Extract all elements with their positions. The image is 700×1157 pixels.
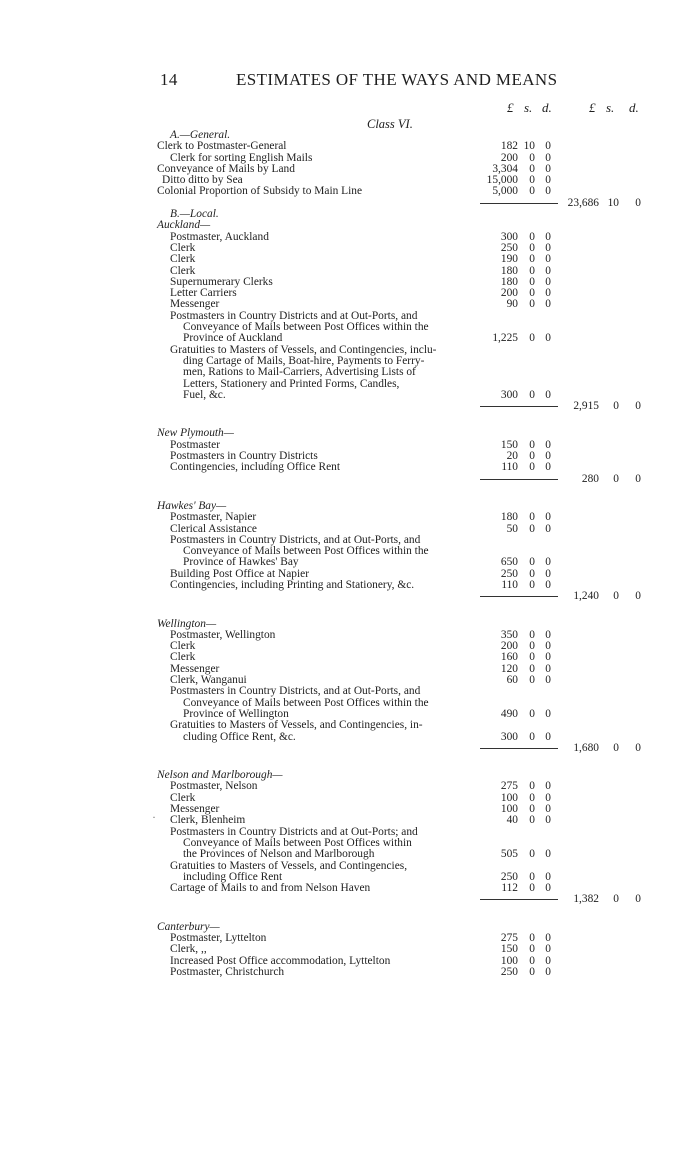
line-label: Clerk — [170, 640, 196, 653]
amount-pence: 0 — [545, 578, 551, 591]
amount-pounds: 110 — [501, 578, 518, 591]
table-row — [0, 153, 700, 164]
table-row — [0, 243, 700, 254]
amount-pence: 0 — [545, 253, 551, 266]
amount-pence: 0 — [545, 162, 551, 175]
amount-pence: 0 — [545, 388, 551, 401]
amount-shillings: 0 — [529, 450, 535, 463]
total-pounds: 280 — [581, 472, 599, 485]
line-label: Contingencies, including Printing and Stationery, &c. — [170, 578, 415, 591]
amount-pence: 0 — [545, 954, 551, 967]
table-row — [0, 428, 700, 439]
amount-shillings: 0 — [529, 332, 535, 345]
col-pence-right: d. — [629, 100, 639, 115]
amount-pence: 0 — [545, 943, 551, 956]
amount-shillings: 0 — [529, 965, 535, 978]
subtotal-row — [0, 401, 700, 412]
amount-pounds: 1,225 — [492, 332, 518, 345]
amount-pounds: 200 — [500, 287, 518, 300]
amount-shillings: 0 — [529, 662, 535, 675]
table-row — [0, 288, 700, 299]
amount-pounds: 180 — [500, 275, 518, 288]
line-label: Gratuities to Masters of Vessels, and Contingencies, in- — [170, 719, 423, 732]
amount-pounds: 60 — [506, 674, 518, 687]
line-label: Clerk to Postmaster-General — [157, 140, 287, 153]
line-label: ding Cartage of Mails, Boat-hire, Payments to Ferry- — [183, 354, 425, 367]
amount-shillings: 0 — [529, 651, 535, 664]
line-label: Building Post Office at Napier — [170, 567, 309, 580]
amount-pence: 0 — [545, 450, 551, 463]
amount-pence: 0 — [545, 461, 551, 474]
line-label: Postmasters in Country Districts, and at Out-Ports, and — [170, 533, 421, 546]
amount-pounds: 180 — [500, 511, 518, 524]
total-pence: 0 — [635, 196, 641, 209]
amount-shillings: 0 — [529, 707, 535, 720]
amount-shillings: 0 — [529, 162, 535, 175]
line-label: B.—Local. — [170, 208, 219, 221]
amount-pence: 0 — [545, 522, 551, 535]
amount-shillings: 0 — [529, 870, 535, 883]
line-label: Postmaster, Wellington — [170, 628, 276, 641]
amount-pence: 0 — [545, 882, 551, 895]
spacer-row — [0, 603, 700, 619]
amount-pounds: 20 — [506, 450, 518, 463]
line-label: Conveyance of Mails between Post Offices within the — [183, 696, 429, 709]
amount-pence: 0 — [545, 870, 551, 883]
amount-pence: 0 — [545, 275, 551, 288]
table-row — [0, 462, 700, 473]
line-label: New Plymouth— — [157, 427, 234, 440]
amount-shillings: 0 — [529, 151, 535, 164]
line-label: Canterbury— — [157, 920, 220, 933]
amount-shillings: 0 — [529, 567, 535, 580]
line-label: Contingencies, including Office Rent — [170, 461, 340, 474]
line-label: Supernumerary Clerks — [170, 275, 273, 288]
total-shillings: 0 — [613, 400, 619, 413]
amount-shillings: 0 — [529, 628, 535, 641]
amount-shillings: 0 — [529, 791, 535, 804]
amount-pence: 0 — [545, 640, 551, 653]
amount-shillings: 0 — [529, 954, 535, 967]
amount-shillings: 0 — [529, 674, 535, 687]
spacer-row — [0, 485, 700, 501]
line-label: Clerk — [170, 651, 196, 664]
amount-pounds: 300 — [500, 730, 518, 743]
amount-pounds: 150 — [500, 438, 518, 451]
amount-pounds: 50 — [506, 522, 518, 535]
line-label: Clerical Assistance — [170, 522, 257, 535]
table-row — [0, 630, 700, 641]
amount-pence: 0 — [545, 674, 551, 687]
table-row — [0, 379, 700, 390]
amount-pence: 0 — [545, 151, 551, 164]
amount-pounds: 250 — [500, 965, 518, 978]
amount-shillings: 0 — [529, 556, 535, 569]
table-row — [0, 333, 700, 344]
table-row — [0, 220, 700, 231]
col-pounds-right: £ — [589, 100, 596, 115]
table-row — [0, 141, 700, 152]
line-label: Colonial Proportion of Subsidy to Main Line — [157, 185, 363, 198]
amount-shillings: 0 — [529, 730, 535, 743]
table-row — [0, 322, 700, 333]
table-row — [0, 664, 700, 675]
total-shillings: 10 — [607, 196, 619, 209]
amount-pence: 0 — [545, 848, 551, 861]
amount-pounds: 275 — [500, 932, 518, 944]
table-row — [0, 967, 700, 978]
table-row — [0, 440, 700, 451]
amount-pence: 0 — [545, 556, 551, 569]
table-row — [0, 944, 700, 955]
total-pounds: 1,240 — [573, 590, 599, 603]
amount-shillings: 0 — [529, 932, 535, 944]
line-label: Gratuities to Masters of Vessels, and Contingencies, — [170, 859, 408, 872]
line-label: Postmaster, Napier — [170, 511, 257, 524]
line-label: Clerk — [170, 253, 196, 266]
line-label: Clerk for sorting English Mails — [170, 151, 313, 164]
line-label: Postmaster — [170, 438, 220, 451]
amount-pounds: 250 — [500, 567, 518, 580]
line-label: Clerk — [170, 264, 196, 277]
table-row — [0, 781, 700, 792]
table-row — [0, 254, 700, 265]
amount-shillings: 0 — [529, 511, 535, 524]
amount-pounds: 5,000 — [492, 185, 518, 198]
line-label: Letter Carriers — [170, 287, 237, 300]
amount-pence: 0 — [545, 230, 551, 243]
amount-pence: 0 — [545, 511, 551, 524]
amount-shillings: 0 — [529, 943, 535, 956]
sum-rule — [480, 203, 558, 204]
amount-pence: 0 — [545, 707, 551, 720]
amount-pounds: 250 — [500, 241, 518, 254]
amount-pence: 0 — [545, 662, 551, 675]
amount-shillings: 0 — [529, 388, 535, 401]
table-row — [0, 512, 700, 523]
line-label: Province of Hawkes' Bay — [183, 556, 299, 569]
line-label: Postmaster, Auckland — [170, 230, 269, 243]
total-shillings: 0 — [613, 472, 619, 485]
amount-pence: 0 — [545, 140, 551, 153]
amount-pence: 0 — [545, 730, 551, 743]
table-row — [0, 619, 700, 630]
class-heading: Class VI. — [367, 117, 413, 131]
amount-pence: 0 — [545, 185, 551, 198]
line-label: Gratuities to Masters of Vessels, and Contingencies, inclu- — [170, 343, 437, 356]
line-label: Conveyance of Mails by Land — [157, 162, 295, 175]
line-label: Postmaster, Christchurch — [170, 965, 285, 978]
amount-shillings: 0 — [529, 522, 535, 535]
table-row — [0, 770, 700, 781]
amount-pence: 0 — [545, 814, 551, 827]
table-row — [0, 557, 700, 568]
amount-pence: 0 — [545, 298, 551, 311]
line-label: Auckland— — [157, 219, 211, 232]
amount-shillings: 0 — [529, 174, 535, 187]
margin-mark: · — [152, 810, 156, 824]
amount-pounds: 3,304 — [492, 162, 518, 175]
line-label: Hawkes' Bay— — [157, 499, 227, 512]
amount-shillings: 0 — [529, 640, 535, 653]
table-row — [0, 451, 700, 462]
amount-pence: 0 — [545, 287, 551, 300]
table-row — [0, 232, 700, 243]
col-shillings-left: s. — [524, 100, 533, 115]
amount-pence: 0 — [545, 932, 551, 944]
line-label: Messenger — [170, 803, 220, 816]
line-label: Cartage of Mails to and from Nelson Haven — [170, 882, 371, 895]
amount-pounds: 180 — [500, 264, 518, 277]
estimates-table — [0, 130, 700, 978]
table-row — [0, 686, 700, 697]
line-label: Fuel, &c. — [183, 388, 226, 401]
table-row — [0, 804, 700, 815]
amount-shillings: 0 — [529, 287, 535, 300]
amount-pence: 0 — [545, 803, 551, 816]
amount-pounds: 40 — [506, 814, 518, 827]
amount-pounds: 100 — [500, 954, 518, 967]
amount-pence: 0 — [545, 264, 551, 277]
total-shillings: 0 — [613, 893, 619, 906]
line-label: Clerk, ,, — [170, 943, 207, 956]
amount-pounds: 200 — [500, 640, 518, 653]
table-row — [0, 209, 700, 220]
amount-pounds: 100 — [500, 803, 518, 816]
line-label: the Provinces of Nelson and Marlborough — [183, 848, 375, 861]
sum-rule — [480, 899, 558, 900]
total-pounds: 23,686 — [567, 196, 599, 209]
spacer-row — [0, 412, 700, 428]
line-label: Postmasters in Country Districts, and at Out-Ports, and — [170, 685, 421, 698]
line-label: Postmasters in Country Districts and at Out-Ports; and — [170, 825, 418, 838]
page-number: 14 — [160, 70, 178, 89]
table-row — [0, 933, 700, 944]
line-label: Postmaster, Lyttelton — [170, 932, 267, 944]
total-shillings: 0 — [613, 590, 619, 603]
amount-pounds: 200 — [500, 151, 518, 164]
line-label: Clerk, Wanganui — [170, 674, 247, 687]
table-row — [0, 164, 700, 175]
amount-shillings: 0 — [529, 298, 535, 311]
amount-pounds: 300 — [500, 388, 518, 401]
line-label: Postmasters in Country Districts and at Out-Ports, and — [170, 309, 418, 322]
amount-shillings: 0 — [529, 230, 535, 243]
subtotal-row — [0, 591, 700, 602]
line-label: Postmaster, Nelson — [170, 780, 258, 793]
amount-shillings: 10 — [523, 140, 535, 153]
amount-shillings: 0 — [529, 438, 535, 451]
sum-rule — [480, 479, 558, 480]
amount-pence: 0 — [545, 780, 551, 793]
total-pounds: 2,915 — [573, 400, 599, 413]
amount-pounds: 160 — [500, 651, 518, 664]
sum-rule — [480, 596, 558, 597]
line-label: Messenger — [170, 298, 220, 311]
amount-pence: 0 — [545, 241, 551, 254]
table-row — [0, 641, 700, 652]
line-label: Increased Post Office accommodation, Lyttelton — [170, 954, 391, 967]
line-label: Clerk — [170, 241, 196, 254]
amount-shillings: 0 — [529, 461, 535, 474]
amount-shillings: 0 — [529, 882, 535, 895]
table-row — [0, 501, 700, 512]
table-row — [0, 698, 700, 709]
amount-pounds: 300 — [500, 230, 518, 243]
line-label: cluding Office Rent, &c. — [183, 730, 296, 743]
amount-shillings: 0 — [529, 185, 535, 198]
subtotal-row — [0, 894, 700, 905]
line-label: Letters, Stationery and Printed Forms, Candles, — [183, 377, 400, 390]
amount-pence: 0 — [545, 651, 551, 664]
page-title: ESTIMATES OF THE WAYS AND MEANS — [236, 70, 558, 89]
table-row — [0, 793, 700, 804]
amount-pounds: 505 — [500, 848, 518, 861]
spacer-row — [0, 754, 700, 770]
col-pounds-left: £ — [507, 100, 514, 115]
amount-pounds: 190 — [500, 253, 518, 266]
subtotal-row — [0, 474, 700, 485]
line-label: including Office Rent — [183, 870, 283, 883]
line-label: Postmasters in Country Districts — [170, 450, 318, 463]
amount-shillings: 0 — [529, 814, 535, 827]
total-pence: 0 — [635, 590, 641, 603]
amount-shillings: 0 — [529, 848, 535, 861]
line-label: men, Rations to Mail-Carriers, Advertising Lists of — [183, 366, 416, 379]
spacer-row — [0, 906, 700, 922]
line-label: Conveyance of Mails between Post Offices within the — [183, 545, 429, 558]
amount-shillings: 0 — [529, 780, 535, 793]
table-row — [0, 277, 700, 288]
total-pence: 0 — [635, 741, 641, 754]
sum-rule — [480, 406, 558, 407]
line-label: A.—General. — [170, 129, 231, 141]
total-pence: 0 — [635, 400, 641, 413]
table-row — [0, 266, 700, 277]
table-row — [0, 849, 700, 860]
amount-pounds: 150 — [500, 943, 518, 956]
amount-shillings: 0 — [529, 253, 535, 266]
total-shillings: 0 — [613, 741, 619, 754]
line-label: Nelson and Marlborough— — [157, 769, 283, 782]
line-label: Province of Auckland — [183, 332, 283, 345]
amount-pence: 0 — [545, 965, 551, 978]
amount-pence: 0 — [545, 332, 551, 345]
total-pounds: 1,382 — [573, 893, 599, 906]
table-row — [0, 130, 700, 141]
amount-pence: 0 — [545, 791, 551, 804]
amount-pence: 0 — [545, 174, 551, 187]
line-label: Wellington— — [157, 617, 217, 630]
table-row — [0, 367, 700, 378]
table-row — [0, 815, 700, 826]
amount-shillings: 0 — [529, 578, 535, 591]
subtotal-row — [0, 743, 700, 754]
amount-pounds: 110 — [501, 461, 518, 474]
amount-pounds: 275 — [500, 780, 518, 793]
amount-shillings: 0 — [529, 803, 535, 816]
total-pence: 0 — [635, 893, 641, 906]
table-row — [0, 922, 700, 933]
table-row — [0, 652, 700, 663]
amount-pounds: 182 — [500, 140, 518, 153]
amount-pence: 0 — [545, 628, 551, 641]
line-label: Conveyance of Mails between Post Offices within the — [183, 321, 429, 334]
line-label: Conveyance of Mails between Post Offices within — [183, 836, 412, 849]
table-row — [0, 956, 700, 967]
col-shillings-right: s. — [606, 100, 615, 115]
amount-pounds: 650 — [500, 556, 518, 569]
col-pence-left: d. — [542, 100, 552, 115]
amount-pounds: 90 — [506, 298, 518, 311]
line-label: Messenger — [170, 662, 220, 675]
total-pence: 0 — [635, 472, 641, 485]
amount-pence: 0 — [545, 438, 551, 451]
line-label: Province of Wellington — [183, 707, 289, 720]
amount-shillings: 0 — [529, 275, 535, 288]
line-label: Clerk — [170, 791, 196, 804]
amount-pounds: 350 — [500, 628, 518, 641]
line-label: Ditto ditto by Sea — [162, 174, 243, 187]
table-row — [0, 720, 700, 731]
amount-shillings: 0 — [529, 264, 535, 277]
subtotal-row — [0, 198, 700, 209]
amount-shillings: 0 — [529, 241, 535, 254]
table-row — [0, 861, 700, 872]
amount-pounds: 112 — [501, 882, 518, 895]
table-row — [0, 546, 700, 557]
sum-rule — [480, 748, 558, 749]
amount-pounds: 490 — [500, 707, 518, 720]
amount-pounds: 100 — [500, 791, 518, 804]
amount-pounds: 250 — [500, 870, 518, 883]
total-pounds: 1,680 — [573, 741, 599, 754]
amount-pounds: 15,000 — [486, 174, 518, 187]
line-label: Clerk, Blenheim — [170, 814, 246, 827]
amount-pence: 0 — [545, 567, 551, 580]
amount-pounds: 120 — [500, 662, 518, 675]
